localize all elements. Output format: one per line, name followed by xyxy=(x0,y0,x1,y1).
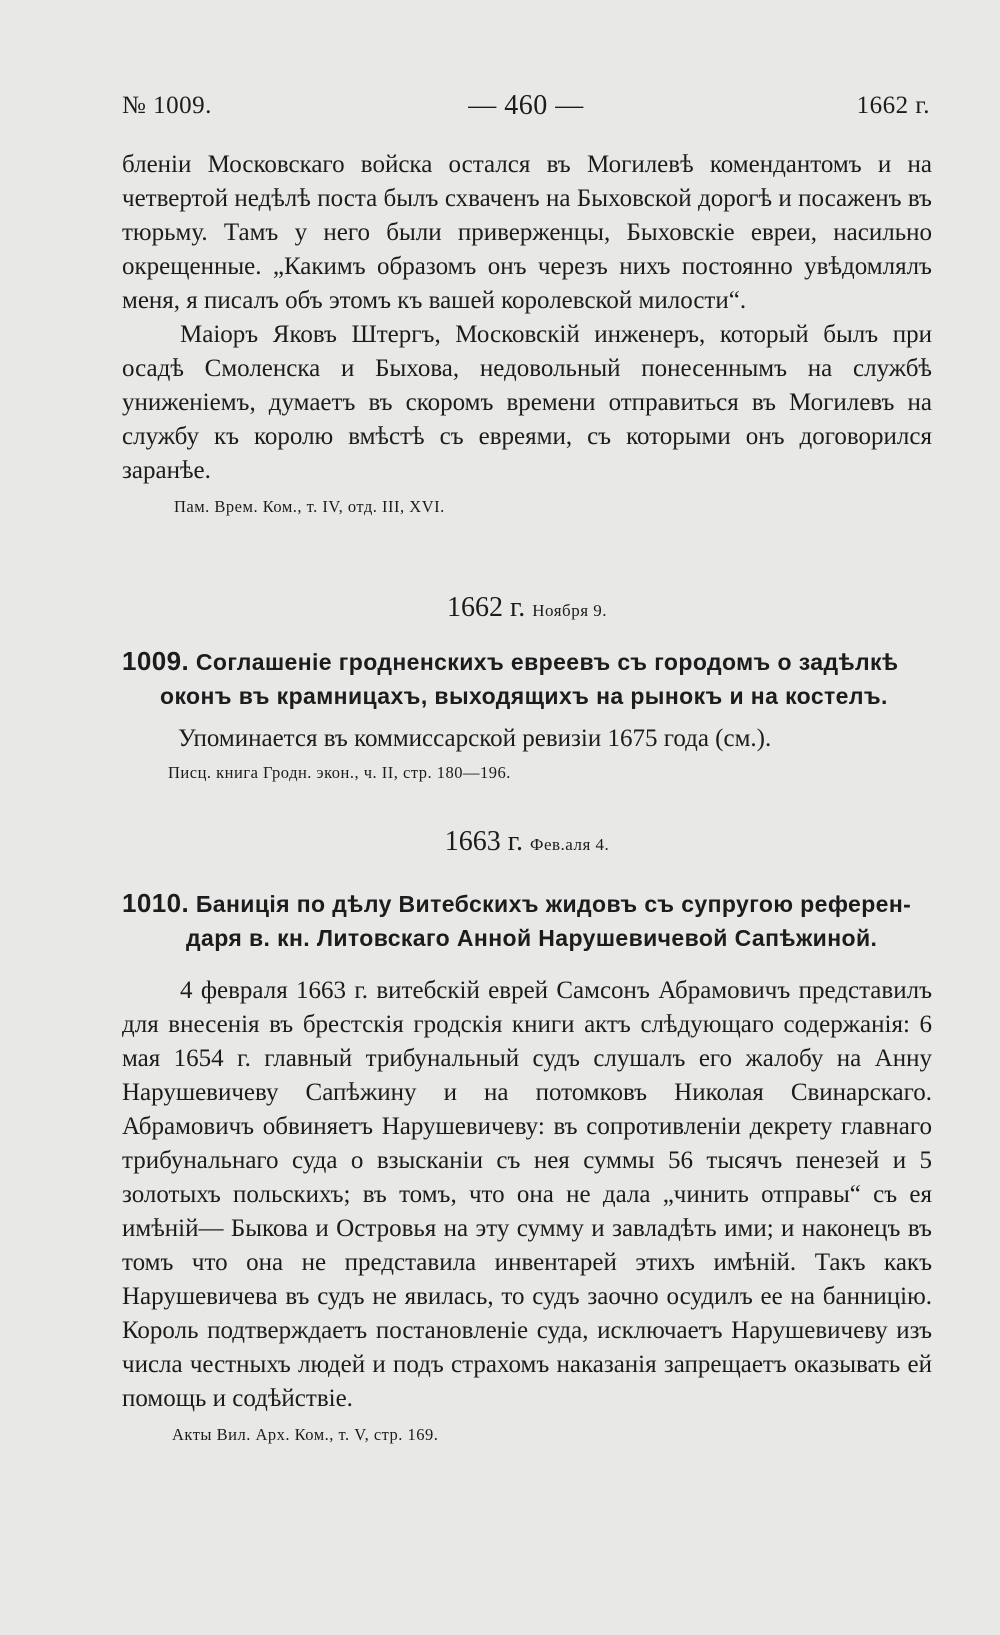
section1-paragraph2: Маіоръ Яковъ Штергъ, Московскій инженеръ, который былъ при осадѣ Смоленска и Быхова, недовольный понесеннымъ на службѣ униженіемъ, думаетъ въ скоромъ времени отправиться въ Могилевъ на службу къ королю вмѣстѣ съ евреями, съ которыми онъ договорился заранѣе. xyxy=(122,321,932,484)
entry1009-body xyxy=(122,722,932,790)
entry1009-title xyxy=(122,644,932,713)
entry1010-title xyxy=(122,886,932,955)
entry1010-title-line1: Баниція по дѣлу Витебскихъ жидовъ съ супругою референ- xyxy=(195,891,912,917)
entry1009-source: Писц. книга Гродн. экон., ч. II, стр. 180—196. xyxy=(168,763,511,782)
entry1009-number: 1009. xyxy=(122,646,190,676)
section1-paragraph1: бленіи Московскаго войска остался въ Могилевѣ комендантомъ и на четвертой недѣлѣ поста былъ схваченъ на Быховской дорогѣ и посаженъ въ тюрьму. Тамъ у него были приверженцы, Быховскіе евреи, насильно окрещенные. „Какимъ образомъ онъ черезъ нихъ постоянно увѣдомлялъ меня, я писалъ объ этомъ къ вашей королевской милости“. xyxy=(122,151,932,314)
section1-text xyxy=(122,148,932,524)
entry1009-date: Ноября 9. xyxy=(532,601,608,620)
entry1010-date-line xyxy=(122,826,932,858)
entry1010-title-line2: даря в. кн. Литовскаго Анной Нарушевичевой Сапѣжиной. xyxy=(186,925,878,951)
entry1010-date: Фев.аля 4. xyxy=(530,835,610,854)
entry1010-number: 1010. xyxy=(122,888,190,918)
entry1009-date-line xyxy=(122,592,932,624)
section1-source: Пам. Врем. Ком., т. IV, отд. III, XVI. xyxy=(174,497,445,516)
header-doc-number: № 1009. xyxy=(122,92,212,119)
entry1009-title-line2: оконъ въ крамницахъ, выходящихъ на рынокъ и на костелъ. xyxy=(160,683,888,709)
entry1010-source: Акты Вил. Арх. Ком., т. V, стр. 169. xyxy=(172,1425,439,1444)
entry1009-title-line1: Соглашеніе гродненскихъ евреевъ съ городомъ о задѣлкѣ xyxy=(195,649,899,675)
entry1009-year: 1662 г. xyxy=(446,592,526,623)
entry1010-text: 4 февраля 1663 г. витебскій еврей Самсонъ Абрамовичъ представилъ для внесенія въ брестскія гродскія книги актъ слѣдующаго содержанія: 6 мая 1654 г. главный трибунальный судъ слушалъ его жалобу на Анну Нарушевичеву Сапѣжину и на потомковъ Николая Свинарскаго. Абрамовичъ обвиняетъ Нарушевичеву: въ сопротивленіи декрету главнаго трибунальнаго суда о взысканіи съ нея суммы 56 тысячъ пенезей и 5 золотыхъ польскихъ; въ томъ, что она не дала „чинить отправы“ съ ея имѣній— Быкова и Островья на эту сумму и завладѣть ими; и наконецъ въ томъ что она не представила инвентарей этихъ имѣній. Такъ какъ Нарушевичева въ судъ не явилась, то судъ заочно осудилъ ее на банницію. Король подтверждаетъ постановленіе суда, исключаетъ Нарушевичеву изъ числа честныхъ людей и подъ страхомъ наказанія запрещаетъ оказывать ей помощь и содѣйствіе. xyxy=(122,977,932,1412)
header-page-number: — 460 — xyxy=(468,90,584,121)
entry1010-body xyxy=(122,974,932,1452)
entry1010-year: 1663 г. xyxy=(444,826,524,857)
entry1009-text: Упоминается въ коммиссарской ревизіи 1675 года (см.). xyxy=(178,725,772,752)
header-year: 1662 г. xyxy=(856,92,930,119)
